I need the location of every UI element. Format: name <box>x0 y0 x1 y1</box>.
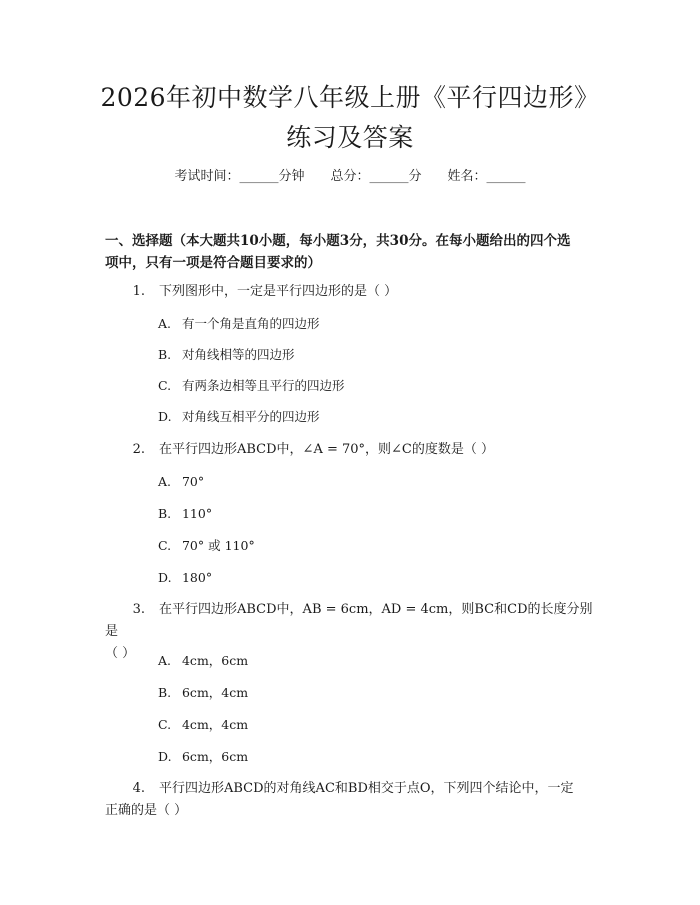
option-letter: B. <box>158 506 172 521</box>
question-3-option-b <box>158 683 588 703</box>
option-letter: B. <box>158 685 172 700</box>
option-letter: A. <box>158 316 172 331</box>
option-letter: D. <box>158 749 172 764</box>
option-text: 4cm，6cm <box>181 653 249 668</box>
question-number: 3. <box>132 602 145 617</box>
option-letter: D. <box>158 409 172 424</box>
option-text: 70° 或 110° <box>181 538 255 553</box>
option-text: 有一个角是直角的四边形 <box>181 316 320 331</box>
section-heading <box>105 230 595 274</box>
exam-score-label: 总分：______分 <box>330 169 422 184</box>
question-1-option-c <box>158 376 588 396</box>
question-3-option-d <box>158 747 588 767</box>
question-text-line1: 在平行四边形ABCD中，AB = 6cm，AD = 4cm，则BC和CD的长度分别是 <box>105 602 593 639</box>
question-4 <box>105 778 595 822</box>
question-text: 在平行四边形ABCD中，∠A = 70°，则∠C的度数是（ ） <box>159 442 495 457</box>
option-letter: B. <box>158 347 172 362</box>
option-letter: D. <box>158 570 172 585</box>
question-1 <box>105 281 595 303</box>
question-2-option-c <box>158 536 588 556</box>
question-1-option-d <box>158 407 588 427</box>
document-title-line1: 2026年初中数学八年级上册《平行四边形》 <box>100 83 600 112</box>
section-heading-line2: 项中，只有一项是符合题目要求的） <box>105 255 321 271</box>
option-letter: A. <box>158 653 172 668</box>
question-text-line2: （ ） <box>105 646 136 661</box>
question-number: 4. <box>132 781 145 796</box>
section-heading-line1: 一、选择题（本大题共10小题，每小题3分，共30分。在每小题给出的四个选 <box>105 233 571 249</box>
option-text: 4cm，4cm <box>181 717 249 732</box>
question-text-line1: 平行四边形ABCD的对角线AC和BD相交于点O，下列四个结论中，一定 <box>159 781 574 796</box>
question-1-option-b <box>158 345 588 365</box>
option-text: 对角线互相平分的四边形 <box>181 409 320 424</box>
question-2 <box>105 439 595 461</box>
question-2-option-a <box>158 472 588 492</box>
question-3-option-c <box>158 715 588 735</box>
option-text: 有两条边相等且平行的四边形 <box>181 378 345 393</box>
question-number: 1. <box>132 284 145 299</box>
option-text: 70° <box>181 474 205 489</box>
question-number: 2. <box>132 442 145 457</box>
exam-name-label: 姓名：______ <box>447 169 526 184</box>
document-title-line2: 练习及答案 <box>286 123 414 152</box>
option-text: 6cm，4cm <box>181 685 249 700</box>
option-letter: A. <box>158 474 172 489</box>
option-letter: C. <box>158 378 172 393</box>
option-text: 6cm，6cm <box>181 749 249 764</box>
exam-info <box>0 167 700 187</box>
question-3-option-a <box>158 651 588 671</box>
question-1-option-a <box>158 314 588 334</box>
question-text: 下列图形中，一定是平行四边形的是（ ） <box>159 284 398 299</box>
option-text: 对角线相等的四边形 <box>181 347 295 362</box>
option-letter: C. <box>158 538 172 553</box>
exam-time-label: 考试时间：______分钟 <box>174 169 305 184</box>
option-letter: C. <box>158 717 172 732</box>
question-text-line2: 正确的是（ ） <box>105 803 188 818</box>
option-text: 110° <box>181 506 213 521</box>
option-text: 180° <box>181 570 213 585</box>
question-2-option-b <box>158 504 588 524</box>
question-2-option-d <box>158 568 588 588</box>
